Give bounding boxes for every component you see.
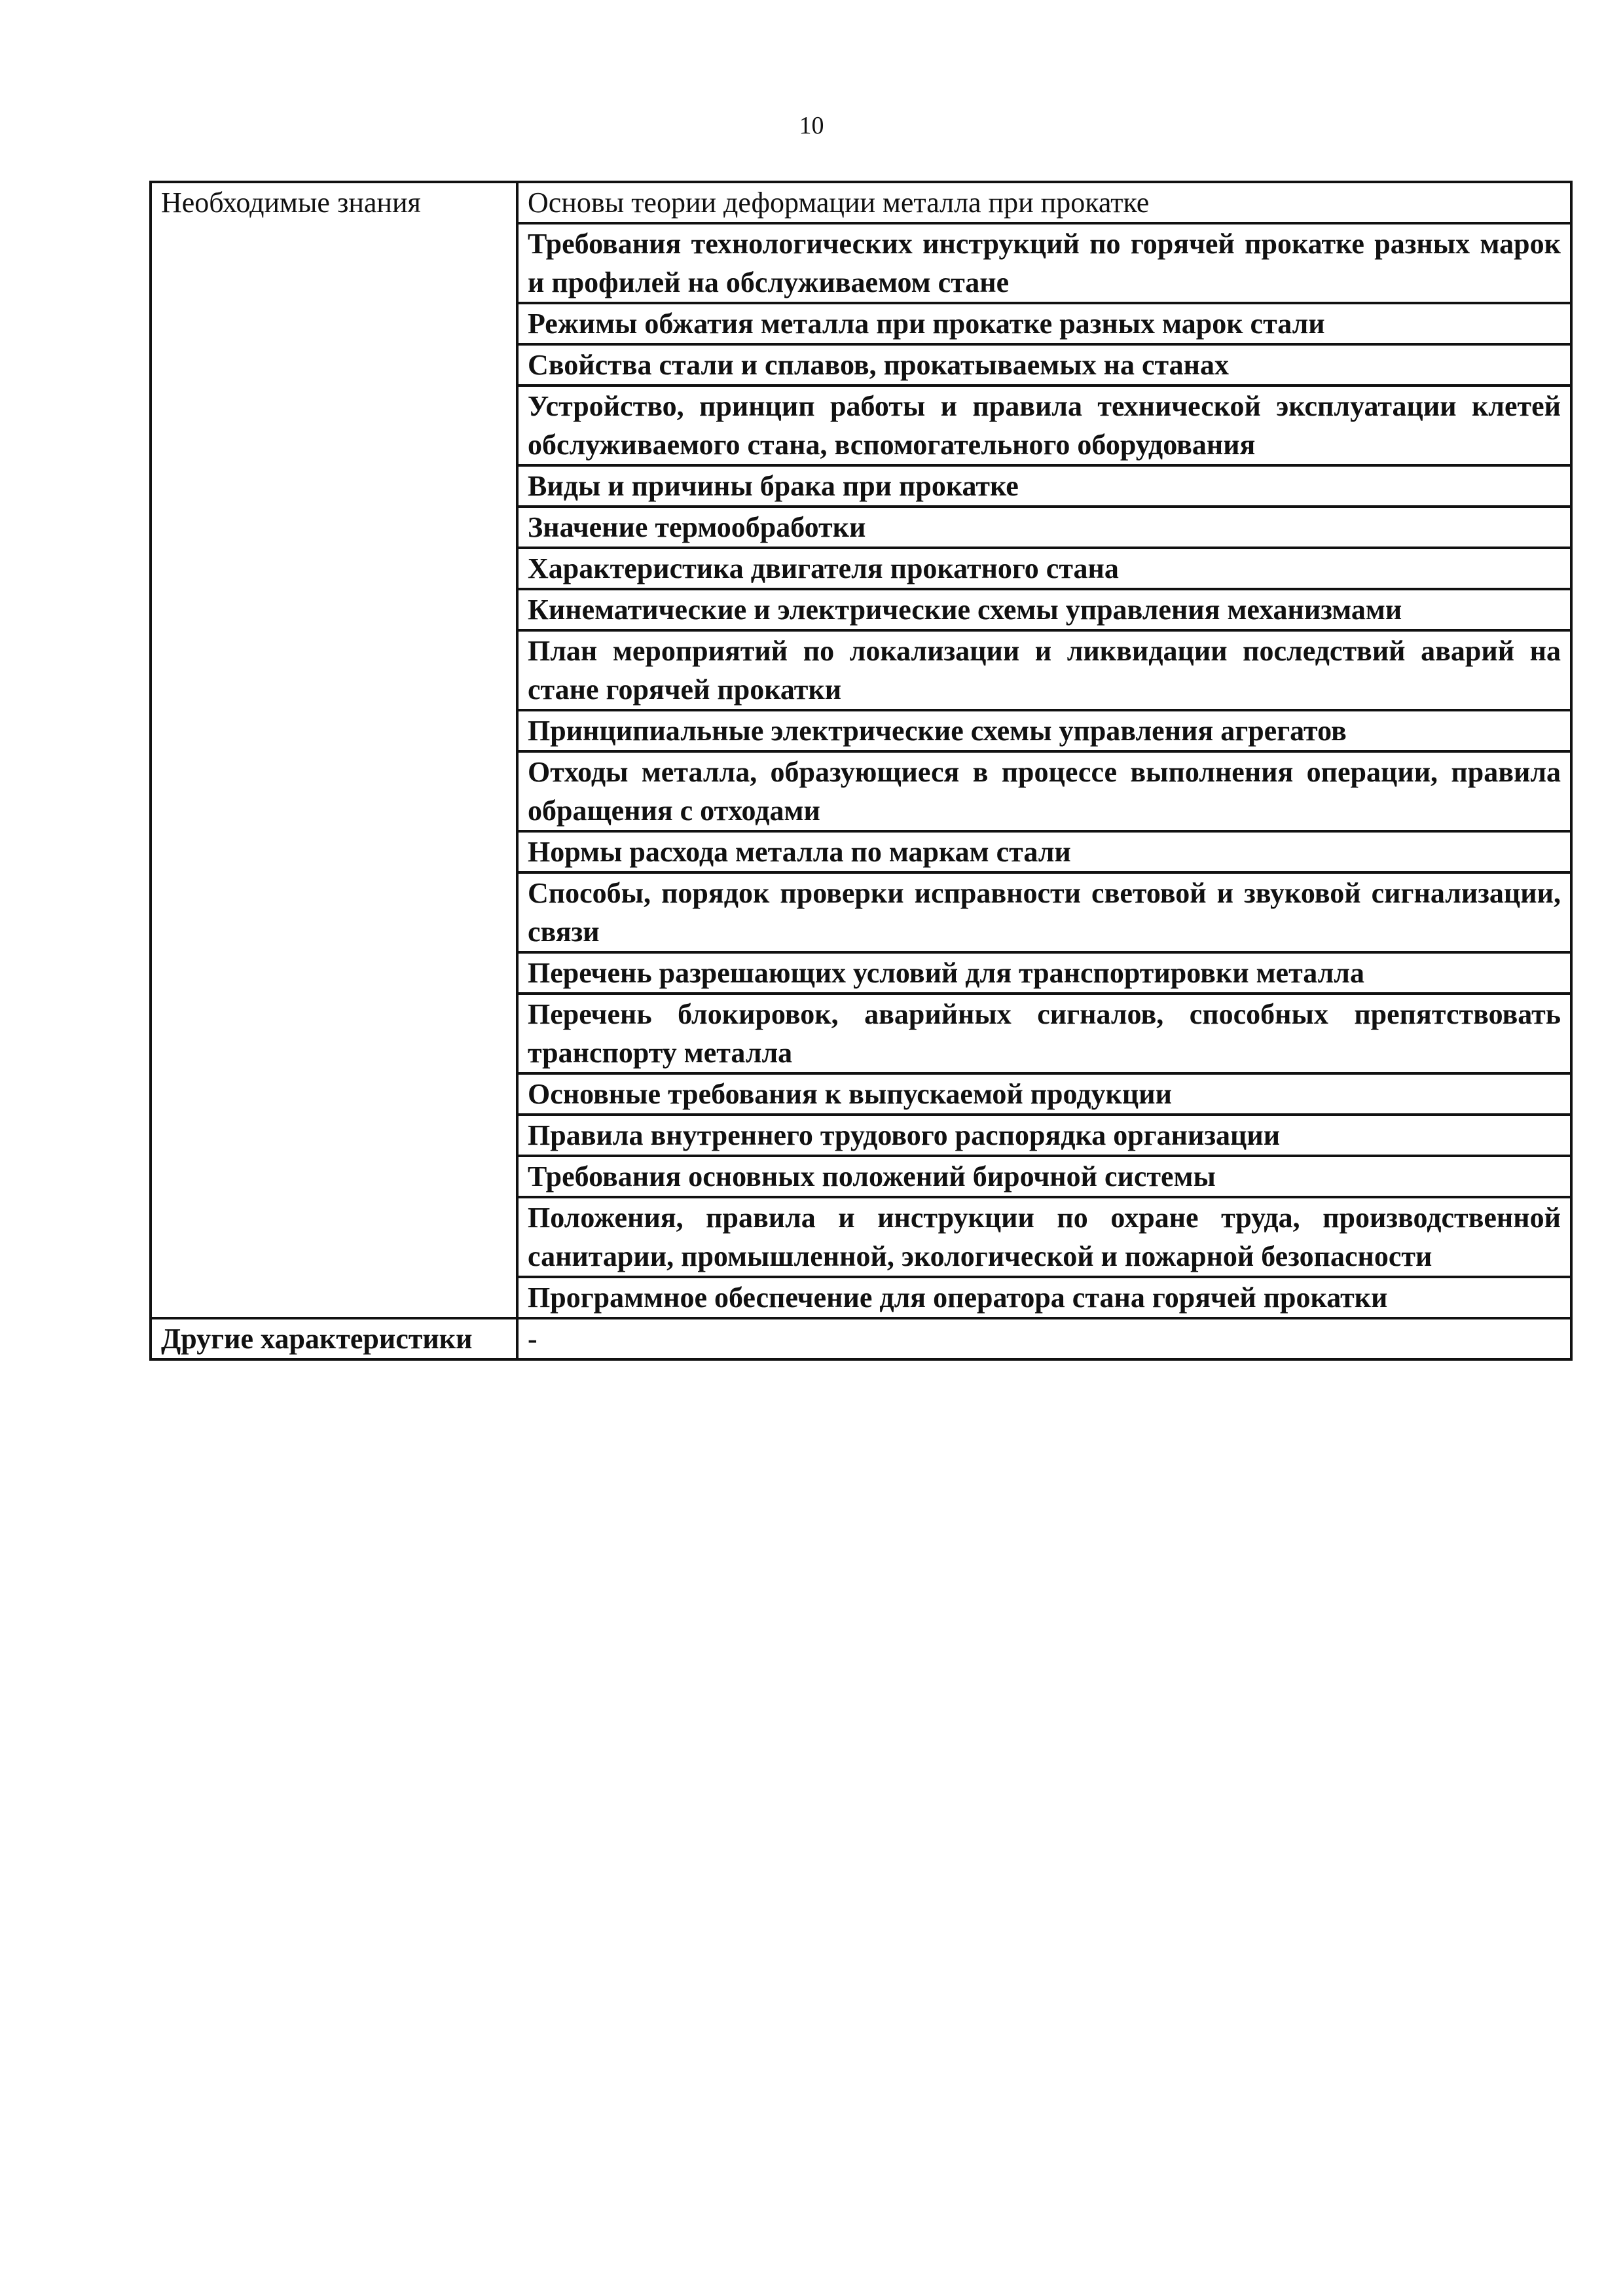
knowledge-item: Нормы расхода металла по маркам стали (517, 831, 1571, 872)
knowledge-item: Программное обеспечение для оператора стана горячей прокатки (517, 1277, 1571, 1318)
knowledge-item: Режимы обжатия металла при прокатке разных марок стали (517, 303, 1571, 344)
page-number: 10 (799, 112, 824, 139)
knowledge-item: Положения, правила и инструкции по охране труда, производственной санитарии, промышленной, экологической и пожарной безопасности (517, 1197, 1571, 1277)
knowledge-item: Свойства стали и сплавов, прокатываемых на станах (517, 344, 1571, 386)
knowledge-item: Виды и причины брака при прокатке (517, 465, 1571, 507)
knowledge-label: Необходимые знания (151, 182, 517, 1318)
other-characteristics-label: Другие характеристики (151, 1318, 517, 1359)
knowledge-item: Способы, порядок проверки исправности световой и звуковой сигнализации, связи (517, 872, 1571, 952)
table-row (151, 1318, 1571, 1359)
knowledge-item: Кинематические и электрические схемы управления механизмами (517, 589, 1571, 630)
table-row (151, 182, 1571, 223)
knowledge-item: Основы теории деформации металла при прокатке (517, 182, 1571, 223)
other-characteristics-value: - (517, 1318, 1571, 1359)
knowledge-item: Отходы металла, образующиеся в процессе выполнения операции, правила обращения с отходами (517, 751, 1571, 831)
requirements-table (149, 181, 1573, 1361)
knowledge-item: План мероприятий по локализации и ликвидации последствий аварий на стане горячей прокатки (517, 630, 1571, 710)
knowledge-item: Перечень разрешающих условий для транспортировки металла (517, 952, 1571, 994)
knowledge-item: Принципиальные электрические схемы управления агрегатов (517, 710, 1571, 751)
knowledge-item: Правила внутреннего трудового распорядка организации (517, 1115, 1571, 1156)
knowledge-item: Требования основных положений бирочной системы (517, 1156, 1571, 1197)
knowledge-item: Устройство, принцип работы и правила технической эксплуатации клетей обслуживаемого стана, вспомогательного оборудования (517, 386, 1571, 465)
knowledge-item: Перечень блокировок, аварийных сигналов, способных препятствовать транспорту металла (517, 994, 1571, 1073)
knowledge-item: Значение термообработки (517, 507, 1571, 548)
knowledge-item: Требования технологических инструкций по горячей прокатке разных марок и профилей на обслуживаемом стане (517, 223, 1571, 303)
knowledge-item: Характеристика двигателя прокатного стана (517, 548, 1571, 589)
knowledge-item: Основные требования к выпускаемой продукции (517, 1073, 1571, 1115)
